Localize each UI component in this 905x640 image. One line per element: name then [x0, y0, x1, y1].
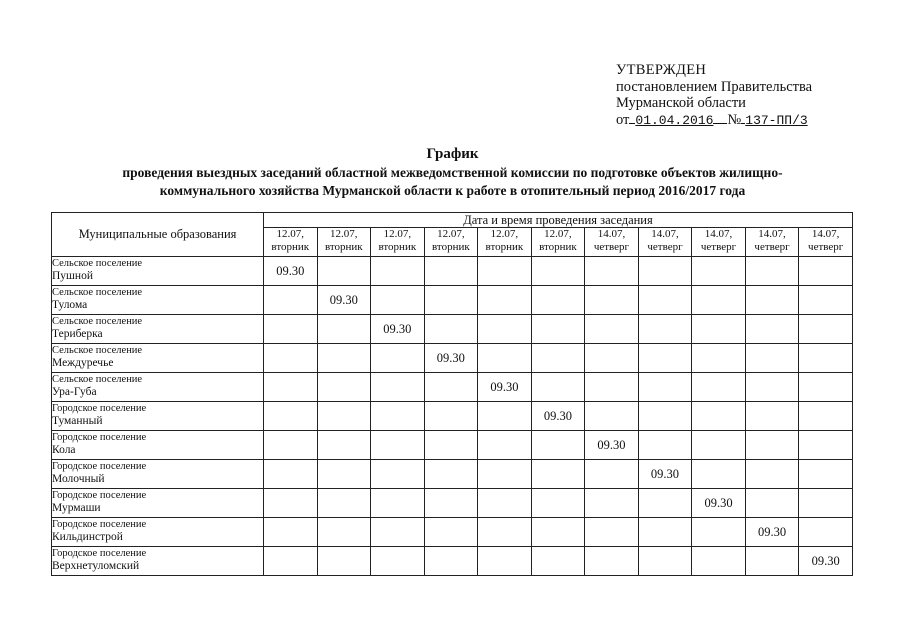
empty-slot-cell: [531, 315, 585, 344]
municipality-cell: [52, 489, 264, 518]
empty-slot-cell: [424, 286, 478, 315]
municipality-type: Сельское поселение: [52, 287, 143, 298]
approval-document-line: [616, 112, 812, 130]
municipality-cell: [52, 373, 264, 402]
date-column-weekday: четверг: [647, 240, 683, 253]
meeting-time-cell: 09.30: [317, 286, 371, 315]
table-row: [52, 286, 853, 315]
municipality-name: Молочный: [52, 473, 105, 485]
empty-slot-cell: [799, 315, 853, 344]
empty-slot-cell: [478, 431, 532, 460]
date-column-header: [531, 228, 585, 257]
empty-slot-cell: [745, 460, 799, 489]
municipality-name: Кильдинстрой: [52, 531, 123, 543]
date-column-weekday: вторник: [271, 240, 310, 253]
date-column-weekday: четверг: [754, 240, 790, 253]
empty-slot-cell: [638, 373, 692, 402]
municipality-cell: [52, 431, 264, 460]
empty-slot-cell: [371, 518, 425, 547]
empty-slot-cell: [371, 373, 425, 402]
document-subtitle-line-1: проведения выездных заседаний областной межведомственной комиссии по подготовке объектов жилищно-: [122, 165, 783, 180]
municipality-name: Териберка: [52, 328, 103, 340]
empty-slot-cell: [371, 489, 425, 518]
empty-slot-cell: [424, 257, 478, 286]
empty-slot-cell: [585, 286, 639, 315]
empty-slot-cell: [745, 402, 799, 431]
municipality-name: Мурмаши: [52, 502, 101, 514]
empty-slot-cell: [692, 286, 746, 315]
date-column-header: [638, 228, 692, 257]
empty-slot-cell: [638, 344, 692, 373]
empty-slot-cell: [424, 431, 478, 460]
empty-slot-cell: [317, 489, 371, 518]
empty-slot-cell: [745, 344, 799, 373]
municipality-type: Городское поселение: [52, 548, 147, 559]
empty-slot-cell: [317, 373, 371, 402]
date-column-date: 12.07,: [437, 228, 465, 240]
date-column-date: 14.07,: [811, 228, 840, 240]
document-subtitle-line-2: коммунального хозяйства Мурманской области к работе в отопительный период 2016/2017 года: [159, 183, 746, 198]
empty-slot-cell: [478, 402, 532, 431]
municipality-type: Городское поселение: [52, 490, 147, 501]
empty-slot-cell: [371, 257, 425, 286]
empty-slot-cell: [531, 547, 585, 576]
date-column-header: [745, 228, 799, 257]
municipality-name: Верхнетуломский: [52, 560, 140, 572]
empty-slot-cell: [745, 373, 799, 402]
date-column-date: 14.07,: [597, 228, 626, 240]
empty-slot-cell: [799, 431, 853, 460]
header-row-top: [52, 213, 853, 228]
empty-slot-cell: [799, 518, 853, 547]
empty-slot-cell: [692, 402, 746, 431]
empty-slot-cell: [799, 257, 853, 286]
empty-slot-cell: [531, 518, 585, 547]
date-time-group-header: Дата и время проведения заседания: [264, 213, 853, 228]
date-column-date: 12.07,: [383, 228, 412, 240]
empty-slot-cell: [692, 547, 746, 576]
empty-slot-cell: [371, 344, 425, 373]
empty-slot-cell: [638, 518, 692, 547]
empty-slot-cell: [317, 460, 371, 489]
empty-slot-cell: [264, 518, 318, 547]
date-column-weekday: вторник: [378, 240, 417, 253]
empty-slot-cell: [585, 402, 639, 431]
empty-slot-cell: [585, 518, 639, 547]
empty-slot-cell: [424, 402, 478, 431]
date-column-date: 14.07,: [651, 228, 679, 240]
empty-slot-cell: [264, 286, 318, 315]
approval-line-1: постановлением Правительства: [616, 78, 813, 95]
empty-slot-cell: [692, 257, 746, 286]
empty-slot-cell: [531, 344, 585, 373]
approval-line-2: Мурманской области: [616, 95, 746, 111]
empty-slot-cell: [264, 315, 318, 344]
date-column-weekday: вторник: [324, 240, 363, 253]
empty-slot-cell: [478, 315, 532, 344]
empty-slot-cell: [264, 460, 318, 489]
date-column-header: [264, 228, 318, 257]
empty-slot-cell: [638, 431, 692, 460]
table-row: [52, 373, 853, 402]
meeting-time-cell: 09.30: [745, 518, 799, 547]
empty-slot-cell: [638, 402, 692, 431]
empty-slot-cell: [371, 286, 425, 315]
empty-slot-cell: [264, 373, 318, 402]
empty-slot-cell: [317, 547, 371, 576]
empty-slot-cell: [799, 489, 853, 518]
empty-slot-cell: [317, 431, 371, 460]
table-row: [52, 489, 853, 518]
municipality-cell: [52, 547, 264, 576]
municipality-cell: [52, 286, 264, 315]
empty-slot-cell: [531, 460, 585, 489]
empty-slot-cell: [264, 402, 318, 431]
empty-slot-cell: [478, 518, 532, 547]
empty-slot-cell: [585, 460, 639, 489]
empty-slot-cell: [478, 547, 532, 576]
empty-slot-cell: [638, 286, 692, 315]
empty-slot-cell: [264, 431, 318, 460]
approval-status: УТВЕРЖДЕН: [616, 62, 707, 78]
municipality-cell: [52, 257, 264, 286]
empty-slot-cell: [478, 489, 532, 518]
empty-slot-cell: [371, 547, 425, 576]
date-column-header: [799, 228, 853, 257]
date-column-header: [692, 228, 746, 257]
date-column-date: 12.07,: [544, 228, 572, 240]
empty-slot-cell: [424, 489, 478, 518]
empty-slot-cell: [478, 344, 532, 373]
municipality-name: Междуречье: [52, 357, 114, 369]
approval-date: 01.04.2016: [635, 112, 714, 128]
meeting-time-cell: 09.30: [692, 489, 746, 518]
empty-slot-cell: [371, 402, 425, 431]
empty-slot-cell: [531, 286, 585, 315]
date-column-header: [371, 228, 425, 257]
empty-slot-cell: [478, 286, 532, 315]
document-title: График: [426, 146, 479, 162]
municipality-type: Сельское поселение: [52, 345, 143, 356]
empty-slot-cell: [585, 547, 639, 576]
schedule-table: [51, 212, 853, 576]
municipality-type: Городское поселение: [52, 403, 147, 414]
municipality-name: Тулома: [52, 299, 88, 311]
meeting-time-cell: 09.30: [638, 460, 692, 489]
date-column-date: 12.07,: [330, 228, 358, 240]
empty-slot-cell: [799, 344, 853, 373]
municipality-type: Городское поселение: [52, 432, 147, 443]
empty-slot-cell: [317, 402, 371, 431]
approval-block: [616, 62, 812, 129]
table-row: [52, 257, 853, 286]
empty-slot-cell: [745, 431, 799, 460]
meeting-time-cell: 09.30: [531, 402, 585, 431]
empty-slot-cell: [585, 344, 639, 373]
empty-slot-cell: [264, 344, 318, 373]
empty-slot-cell: [531, 431, 585, 460]
date-column-weekday: вторник: [432, 240, 470, 253]
empty-slot-cell: [638, 547, 692, 576]
empty-slot-cell: [424, 315, 478, 344]
empty-slot-cell: [317, 518, 371, 547]
empty-slot-cell: [638, 489, 692, 518]
municipality-type: Сельское поселение: [52, 374, 143, 385]
meeting-time-cell: 09.30: [585, 431, 639, 460]
meeting-time-cell: 09.30: [264, 257, 318, 286]
municipality-cell: [52, 460, 264, 489]
meeting-time-cell: 09.30: [478, 373, 532, 402]
municipality-name: Кола: [52, 444, 76, 456]
municipality-type: Сельское поселение: [52, 258, 143, 269]
empty-slot-cell: [424, 373, 478, 402]
table-row: [52, 315, 853, 344]
date-column-date: 14.07,: [704, 228, 733, 240]
date-column-date: 12.07,: [490, 228, 519, 240]
empty-slot-cell: [424, 547, 478, 576]
municipality-cell: [52, 344, 264, 373]
empty-slot-cell: [585, 257, 639, 286]
empty-slot-cell: [692, 460, 746, 489]
table-row: [52, 518, 853, 547]
table-row: [52, 460, 853, 489]
date-column-weekday: четверг: [808, 240, 844, 253]
approval-from-label: от: [616, 111, 630, 128]
municipality-type: Городское поселение: [52, 519, 147, 530]
empty-slot-cell: [317, 344, 371, 373]
empty-slot-cell: [799, 286, 853, 315]
empty-slot-cell: [745, 257, 799, 286]
empty-slot-cell: [745, 489, 799, 518]
empty-slot-cell: [371, 431, 425, 460]
empty-slot-cell: [531, 373, 585, 402]
date-column-date: 12.07,: [276, 228, 305, 240]
empty-slot-cell: [424, 460, 478, 489]
date-column-weekday: вторник: [539, 240, 577, 253]
date-column-header: [585, 228, 639, 257]
empty-slot-cell: [745, 547, 799, 576]
municipality-cell: [52, 518, 264, 547]
empty-slot-cell: [692, 373, 746, 402]
empty-slot-cell: [638, 257, 692, 286]
table-row: [52, 402, 853, 431]
municipality-cell: [52, 315, 264, 344]
meeting-time-cell: 09.30: [799, 547, 853, 576]
approval-number: 137-ПП/3: [745, 112, 808, 128]
table-row: [52, 344, 853, 373]
meeting-time-cell: 09.30: [371, 315, 425, 344]
empty-slot-cell: [585, 489, 639, 518]
date-column-header: [478, 228, 532, 257]
municipality-name: Туманный: [52, 415, 103, 427]
empty-slot-cell: [745, 315, 799, 344]
empty-slot-cell: [638, 315, 692, 344]
empty-slot-cell: [692, 431, 746, 460]
table-row: [52, 547, 853, 576]
meeting-time-cell: 09.30: [424, 344, 478, 373]
empty-slot-cell: [531, 489, 585, 518]
empty-slot-cell: [799, 460, 853, 489]
date-column-weekday: вторник: [485, 240, 524, 253]
date-column-weekday: четверг: [593, 240, 630, 253]
empty-slot-cell: [264, 489, 318, 518]
empty-slot-cell: [531, 257, 585, 286]
empty-slot-cell: [317, 257, 371, 286]
date-column-date: 14.07,: [758, 228, 786, 240]
municipality-cell: [52, 402, 264, 431]
table-row: [52, 431, 853, 460]
empty-slot-cell: [585, 373, 639, 402]
approval-number-label: №: [727, 111, 742, 128]
municipality-type: Сельское поселение: [52, 316, 143, 327]
empty-slot-cell: [424, 518, 478, 547]
municipality-type: Городское поселение: [52, 461, 147, 472]
municipality-name: Ура-Губа: [52, 386, 97, 398]
empty-slot-cell: [264, 547, 318, 576]
date-column-header: [317, 228, 371, 257]
municipality-column-header: Муниципальные образования: [52, 213, 264, 257]
empty-slot-cell: [692, 344, 746, 373]
empty-slot-cell: [692, 518, 746, 547]
empty-slot-cell: [371, 460, 425, 489]
empty-slot-cell: [745, 286, 799, 315]
empty-slot-cell: [585, 315, 639, 344]
municipality-name: Пушной: [52, 270, 93, 282]
empty-slot-cell: [799, 373, 853, 402]
date-column-weekday: четверг: [700, 240, 737, 253]
empty-slot-cell: [692, 315, 746, 344]
empty-slot-cell: [478, 460, 532, 489]
empty-slot-cell: [799, 402, 853, 431]
empty-slot-cell: [317, 315, 371, 344]
empty-slot-cell: [478, 257, 532, 286]
date-column-header: [424, 228, 478, 257]
